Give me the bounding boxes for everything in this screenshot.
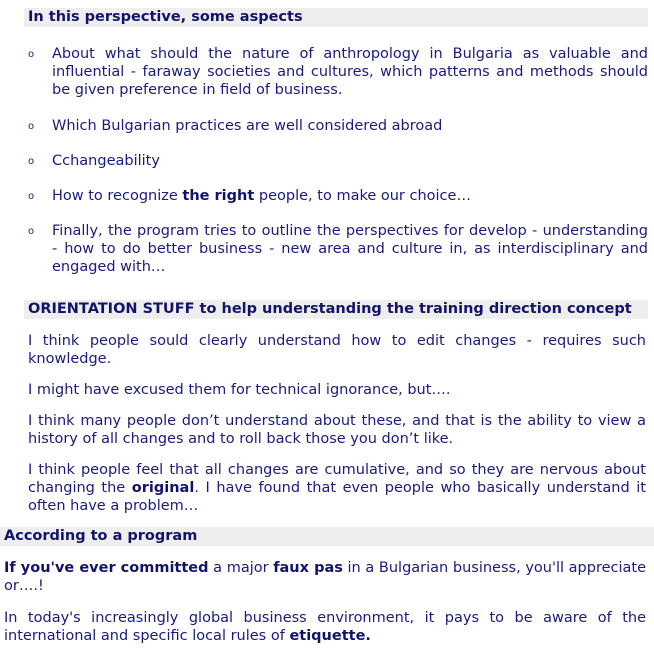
circle-bullet-icon: o bbox=[28, 156, 35, 167]
paragraph-text: in a Bulgarian business, you'll appreciate or….! bbox=[4, 560, 647, 594]
circle-bullet-icon: o bbox=[28, 191, 35, 202]
section-heading-perspective: In this perspective, some aspects bbox=[24, 8, 648, 27]
list-item-text-before: How to recognize bbox=[52, 188, 183, 204]
paragraph: I think many people don’t understand about these, and that is the ability to view a history of all changes and to roll back those you don’t like. bbox=[28, 413, 646, 447]
list-item-text: About what should the nature of anthropology in Bulgaria as valuable and influential - faraway societies and cultures, which patterns and methods should be given preference in field of business. bbox=[52, 46, 648, 98]
list-item bbox=[28, 117, 648, 135]
list-item-text: Finally, the program tries to outline the perspectives for develop - understanding - how to do better business - new area and culture in, as interdisciplinary and engaged with… bbox=[52, 223, 648, 275]
paragraph bbox=[4, 609, 646, 645]
paragraph bbox=[28, 461, 646, 515]
paragraph-bold: etiquette. bbox=[289, 628, 371, 644]
list-item-text: Cchangeability bbox=[52, 153, 160, 169]
paragraph-bold: If you've ever committed bbox=[4, 560, 209, 576]
orientation-paragraphs bbox=[28, 332, 646, 528]
list-item bbox=[28, 187, 648, 205]
list-item-bold: the right bbox=[182, 188, 255, 204]
paragraph bbox=[4, 559, 646, 595]
paragraph-text: a major bbox=[208, 560, 274, 576]
circle-bullet-icon: o bbox=[28, 226, 35, 237]
paragraph-bold: original bbox=[131, 480, 195, 496]
list-item-text: Which Bulgarian practices are well considered abroad bbox=[52, 118, 443, 134]
paragraph-text: In today's increasingly global business environment, it pays to be aware of the international and specific local rules of bbox=[4, 610, 646, 644]
paragraph-text-before: I think people feel that all changes are cumulative, and so they are nervous about changing the bbox=[28, 462, 646, 496]
paragraph: I think people sould clearly understand how to edit changes - requires such knowledge. bbox=[28, 333, 646, 367]
paragraph-text-after: . I have found that even people who basically understand it often have a problem… bbox=[28, 480, 646, 514]
list-item bbox=[28, 152, 648, 170]
list-item bbox=[28, 222, 648, 276]
list-item-text-after: people, to make our choice… bbox=[254, 188, 471, 204]
aspects-list bbox=[28, 45, 648, 276]
paragraph: I might have excused them for technical ignorance, but…. bbox=[28, 382, 451, 398]
section-heading-orientation: ORIENTATION STUFF to help understanding the training direction concept bbox=[24, 300, 648, 319]
program-paragraphs bbox=[4, 559, 646, 659]
section-heading-program: According to a program bbox=[0, 527, 654, 546]
circle-bullet-icon: o bbox=[28, 121, 35, 132]
paragraph-bold: faux pas bbox=[273, 560, 343, 576]
list-item bbox=[28, 45, 648, 99]
circle-bullet-icon: o bbox=[28, 49, 35, 60]
